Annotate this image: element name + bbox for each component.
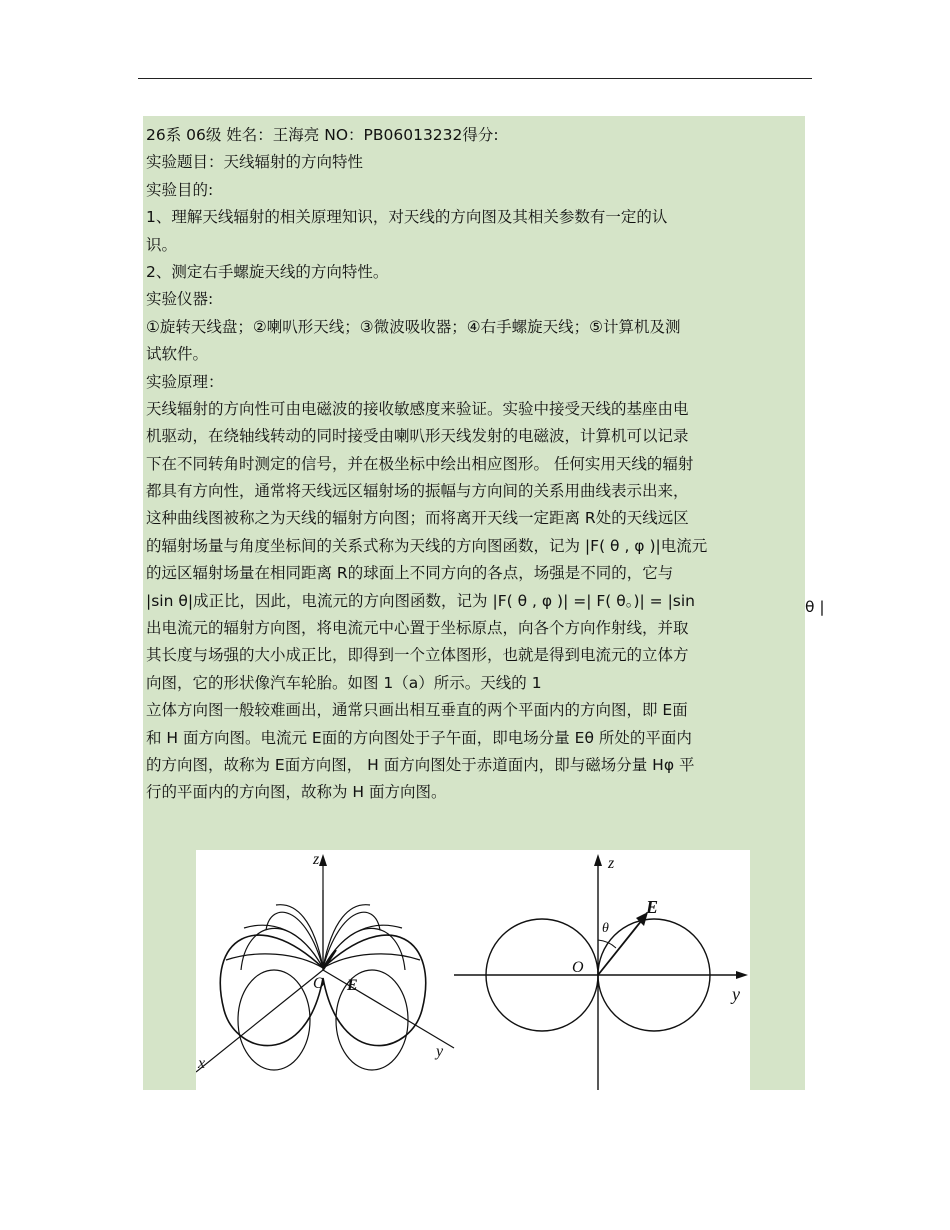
text-line: 都具有方向性，通常将天线远区辐射场的振幅与方向间的关系用曲线表示出来，	[146, 482, 689, 501]
text-line: 试软件。	[146, 345, 209, 364]
principle-heading: 实验原理：	[146, 372, 224, 391]
text-line: 下在不同转角时测定的信号，并在极坐标中绘出相应图形。 任何实用天线的辐射	[146, 454, 694, 473]
label-e-left: E	[347, 977, 358, 994]
torus-3d-pattern	[196, 854, 454, 1072]
text-line: 识。	[146, 235, 178, 254]
y-arrow-right	[736, 971, 748, 979]
figure-svg	[196, 850, 750, 1090]
label-z-left: z	[313, 851, 320, 868]
text-line: 立体方向图一般较难画出，通常只画出相互垂直的两个平面内的方向图，即 E面	[146, 701, 688, 720]
text-line: 2、测定右手螺旋天线的方向特性。	[146, 262, 389, 281]
label-e-right: E	[646, 897, 659, 917]
text-line: 的辐射场量与角度坐标间的关系式称为天线的方向图函数，记为 |F( θ , φ )|电流元	[146, 536, 708, 555]
torus-cut-section	[238, 970, 310, 1070]
text-line: 行的平面内的方向图，故称为 H 面方向图。	[146, 783, 447, 802]
label-theta-right: θ	[602, 921, 609, 936]
overflow-text: θ |	[805, 598, 825, 616]
label-y-right: y	[732, 984, 740, 1004]
label-o-left: O	[313, 975, 325, 992]
purpose-heading: 实验目的:	[146, 180, 214, 199]
radiation-pattern-figure	[196, 850, 750, 1090]
label-x-left: x	[198, 1055, 206, 1072]
experiment-title: 实验题目：天线辐射的方向特性	[146, 153, 364, 172]
document-body	[146, 122, 796, 807]
x-axis-left	[196, 970, 323, 1072]
text-line: 的方向图，故称为 E面方向图， H 面方向图处于赤道面内，即与磁场分量 Hφ 平	[146, 755, 695, 774]
header-rule	[138, 78, 812, 79]
text-line: 的远区辐射场量在相同距离 R的球面上不同方向的各点，场强是不同的，它与	[146, 564, 674, 583]
instruments-heading: 实验仪器:	[146, 290, 214, 309]
header-line: 26系 06级 姓名：王海亮 NO：PB06013232得分:	[146, 126, 499, 144]
text-line: ①旋转天线盘；②喇叭形天线；③微波吸收器；④右手螺旋天线；⑤计算机及测	[146, 317, 681, 336]
label-z-right: z	[608, 855, 615, 872]
label-o-right: O	[572, 959, 584, 976]
y-axis-left	[323, 970, 454, 1048]
text-line: 机驱动，在绕轴线转动的同时接受由喇叭形天线发射的电磁波，计算机可以记录	[146, 427, 689, 446]
text-line: 向图，它的形状像汽车轮胎。如图 1（a）所示。天线的 1	[146, 673, 542, 692]
z-arrow-right	[594, 854, 602, 866]
text-line: 和 H 面方向图。电流元 E面的方向图处于子午面，即电场分量 Eθ 所处的平面内	[146, 728, 692, 747]
text-line: |sin θ|成正比，因此，电流元的方向图函数，记为 |F( θ , φ )| =| F( θ。)| = |sin	[146, 591, 696, 610]
text-line: 1、理解天线辐射的相关原理知识，对天线的方向图及其相关参数有一定的认	[146, 208, 668, 227]
z-arrow-left	[319, 854, 327, 866]
text-line: 这种曲线图被称之为天线的辐射方向图；而将离开天线一定距离 R处的天线远区	[146, 509, 689, 528]
text-line: 出电流元的辐射方向图，将电流元中心置于坐标原点，向各个方向作射线，并取	[146, 619, 689, 638]
text-line: 其长度与场强的大小成正比，即得到一个立体图形，也就是得到电流元的立体方	[146, 646, 689, 665]
e-plane-pattern	[454, 854, 748, 1090]
text-line: 天线辐射的方向性可由电磁波的接收敏感度来验证。实验中接受天线的基座由电	[146, 399, 689, 418]
label-y-left: y	[436, 1043, 444, 1060]
